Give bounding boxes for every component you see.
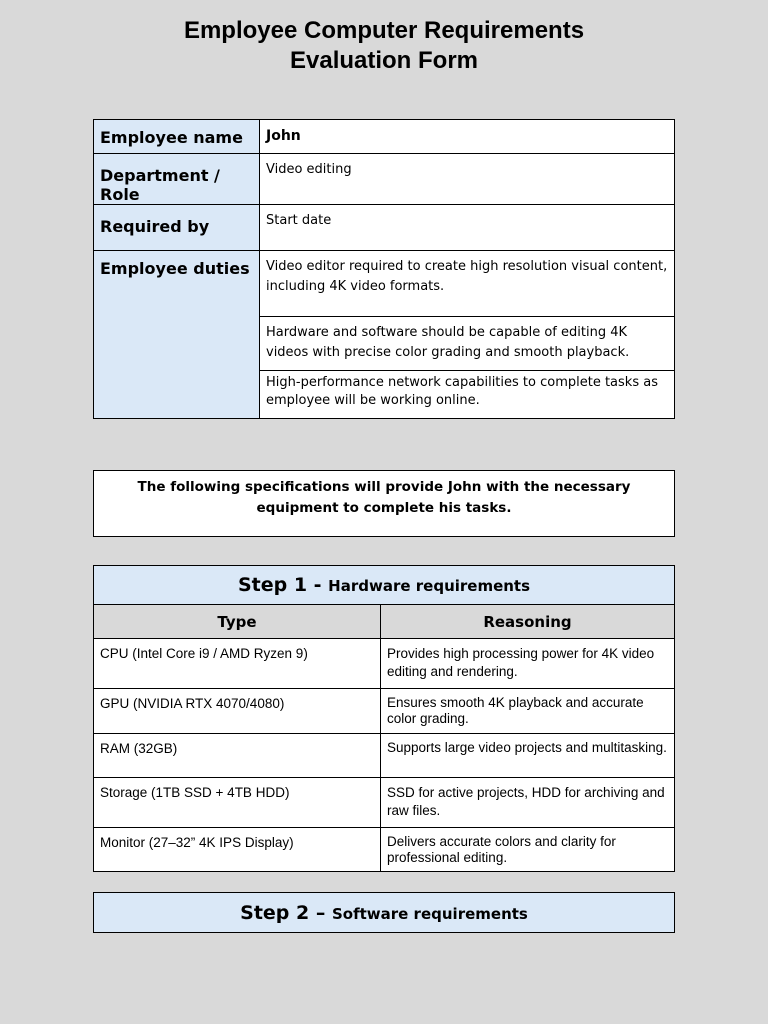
- step2-dash: –: [309, 902, 332, 924]
- employee-duties-label: Employee duties: [94, 251, 260, 419]
- department-label: Department / Role: [94, 154, 260, 205]
- hardware-type-cell[interactable]: Monitor (27–32” 4K IPS Display): [94, 828, 381, 872]
- form-title: [0, 16, 768, 76]
- row-employee-name: [94, 120, 675, 154]
- row-required-by: [94, 205, 675, 251]
- duty-item[interactable]: Video editor required to create high resolution visual content, including 4K video formats.: [260, 251, 675, 317]
- employee-info-table: [93, 119, 675, 419]
- row-department: [94, 154, 675, 205]
- hardware-type-cell[interactable]: GPU (NVIDIA RTX 4070/4080): [94, 689, 381, 734]
- duty-item[interactable]: High-performance network capabilities to complete tasks as employee will be working online.: [260, 371, 675, 419]
- hardware-reason-cell[interactable]: Ensures smooth 4K playback and accurate color grading.: [381, 689, 675, 734]
- step1-title: Hardware requirements: [328, 577, 531, 595]
- column-header-reasoning: Reasoning: [381, 605, 675, 639]
- table-row: [94, 689, 675, 734]
- table-row: [94, 734, 675, 778]
- step2-header: [93, 892, 675, 933]
- form-title-line-1: Employee Computer Requirements: [183, 17, 585, 44]
- step2-title: Software requirements: [331, 905, 528, 923]
- table-row: [94, 778, 675, 828]
- step1-dash: -: [307, 574, 329, 596]
- hardware-type-cell[interactable]: CPU (Intel Core i9 / AMD Ryzen 9): [94, 639, 381, 689]
- step2-number: Step 2: [240, 902, 310, 924]
- specification-note: The following specifications will provide John with the necessary equipment to complete his tasks.: [93, 470, 675, 537]
- hardware-type-cell[interactable]: RAM (32GB): [94, 734, 381, 778]
- column-header-row: [94, 605, 675, 639]
- required-by-label: Required by: [94, 205, 260, 251]
- step1-header: [94, 566, 675, 605]
- hardware-type-cell[interactable]: Storage (1TB SSD + 4TB HDD): [94, 778, 381, 828]
- table-row: [94, 828, 675, 872]
- hardware-reason-cell[interactable]: Delivers accurate colors and clarity for professional editing.: [381, 828, 675, 872]
- hardware-reason-cell[interactable]: Supports large video projects and multitasking.: [381, 734, 675, 778]
- step1-number: Step 1: [237, 574, 308, 596]
- required-by-value[interactable]: Start date: [260, 205, 675, 251]
- step1-header-row: [94, 566, 675, 605]
- hardware-reason-cell[interactable]: Provides high processing power for 4K video editing and rendering.: [381, 639, 675, 689]
- table-row: [94, 639, 675, 689]
- row-duty-1: [94, 251, 675, 317]
- form-title-line-2: Evaluation Form: [289, 47, 479, 74]
- hardware-reason-cell[interactable]: SSD for active projects, HDD for archiving and raw files.: [381, 778, 675, 828]
- employee-name-value[interactable]: John: [260, 120, 675, 154]
- duty-item[interactable]: Hardware and software should be capable of editing 4K videos with precise color grading and smooth playback.: [260, 317, 675, 371]
- hardware-requirements-table: [93, 565, 675, 872]
- column-header-type: Type: [94, 605, 381, 639]
- department-value[interactable]: Video editing: [260, 154, 675, 205]
- employee-name-label: Employee name: [94, 120, 260, 154]
